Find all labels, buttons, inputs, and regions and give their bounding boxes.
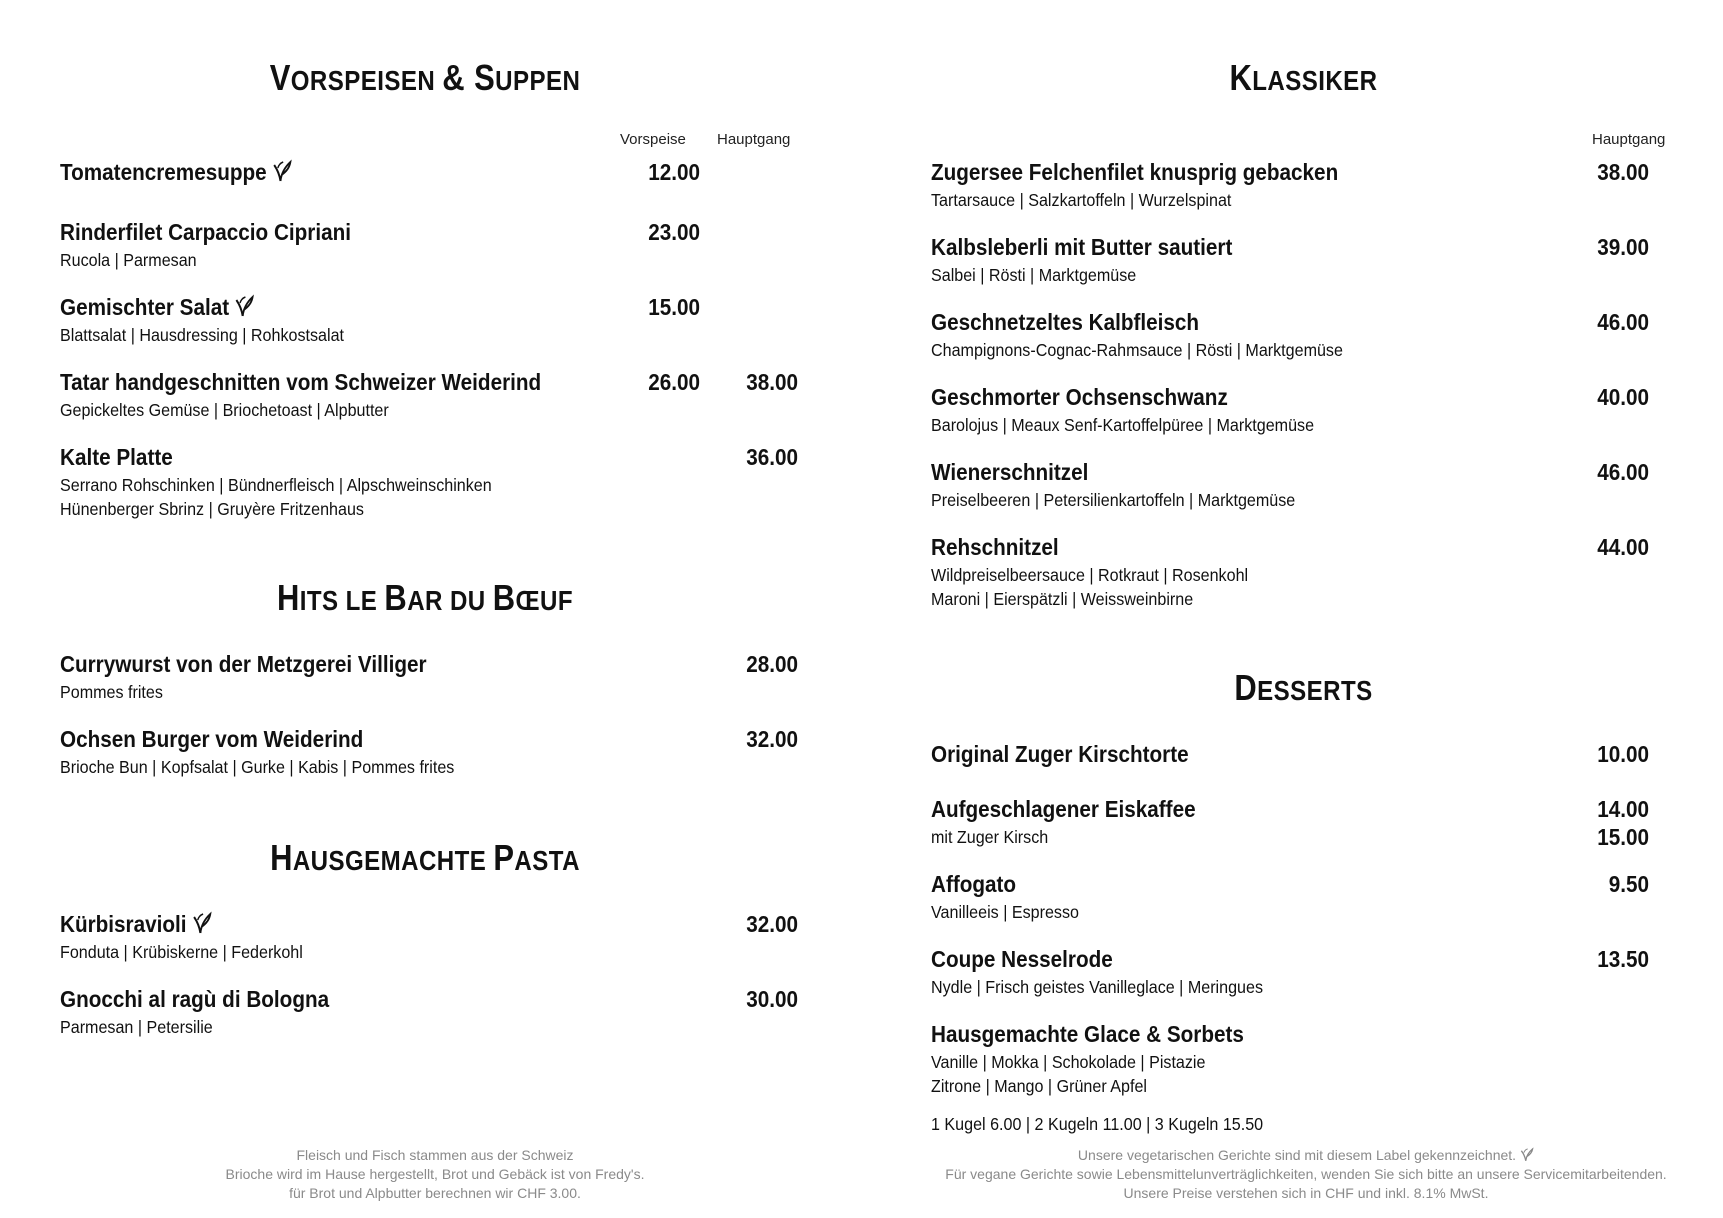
item-description: Serrano Rohschinken | Bündnerfleisch | Alpschweinschinken	[60, 475, 492, 495]
price: 30.00	[746, 986, 798, 1012]
price: 28.00	[746, 651, 798, 677]
price: 46.00	[1597, 309, 1649, 335]
leaf-icon	[1520, 1147, 1534, 1162]
item-name: Coupe Nesselrode	[931, 946, 1113, 972]
price: 13.50	[1597, 946, 1649, 972]
item-description: Champignons-Cognac-Rahmsauce | Rösti | Marktgemüse	[931, 340, 1343, 360]
item-description: Parmesan | Petersilie	[60, 1017, 213, 1037]
item-name: Gnocchi al ragù di Bologna	[60, 986, 330, 1012]
item-description: Vanille | Mokka | Schokolade | Pistazie	[931, 1052, 1206, 1072]
item-name: Wienerschnitzel	[931, 459, 1089, 485]
item-name: Affogato	[931, 871, 1017, 897]
item-name: Tomatencremesuppe	[60, 158, 292, 186]
footer-line: Für vegane Gerichte sowie Lebensmittelunverträglichkeiten, wenden Sie sich bitte an unsere Servicemitarbeitenden.	[945, 1166, 1667, 1182]
item-name: Kalbsleberli mit Butter sautiert	[931, 234, 1233, 260]
item-description: Barolojus | Meaux Senf-Kartoffelpüree | Marktgemüse	[931, 415, 1315, 435]
column-header-hauptgang: Hauptgang	[1592, 131, 1666, 148]
price: 14.00	[1597, 796, 1649, 822]
item-description: Rucola | Parmesan	[60, 250, 197, 270]
item-name: Tatar handgeschnitten vom Schweizer Weiderind	[60, 369, 542, 395]
item-name: Rehschnitzel	[931, 534, 1059, 560]
column-header-hauptgang: Hauptgang	[717, 131, 791, 148]
item-name: Kalte Platte	[60, 444, 173, 470]
item-name: Hausgemachte Glace & Sorbets	[931, 1021, 1244, 1047]
price: 32.00	[746, 726, 798, 752]
scoop-prices: 1 Kugel 6.00 | 2 Kugeln 11.00 | 3 Kugeln 15.50	[931, 1114, 1264, 1134]
leaf-icon	[272, 159, 292, 183]
price-vorspeise: 12.00	[648, 159, 700, 185]
item-description: Hünenberger Sbrinz | Gruyère Fritzenhaus	[60, 499, 364, 519]
section-title-hits: HITS LE BAR DU BŒUF	[276, 577, 574, 618]
footer-line: Unsere Preise verstehen sich in CHF und inkl. 8.1% MwSt.	[1123, 1185, 1489, 1201]
leaf-icon	[235, 294, 255, 318]
price: 9.50	[1608, 871, 1649, 897]
item-name: Geschnetzeltes Kalbfleisch	[931, 309, 1200, 335]
price: 46.00	[1597, 459, 1649, 485]
right-column	[931, 0, 1667, 1218]
price: 10.00	[1597, 741, 1649, 767]
item-description: Wildpreiselbeersauce | Rotkraut | Rosenkohl	[931, 565, 1249, 585]
item-description: Brioche Bun | Kopfsalat | Gurke | Kabis | Pommes frites	[60, 757, 455, 777]
footer-note-left	[60, 1146, 810, 1203]
footer-line: Fleisch und Fisch stammen aus der Schweiz	[296, 1147, 574, 1163]
footer-line: Unsere vegetarischen Gerichte sind mit diesem Label gekennzeichnet.	[931, 1146, 1681, 1165]
price-vorspeise: 26.00	[648, 369, 700, 395]
price: 39.00	[1597, 234, 1649, 260]
item-description: mit Zuger Kirsch	[931, 827, 1049, 847]
item-name: Zugersee Felchenfilet knusprig gebacken	[931, 159, 1339, 185]
left-column	[60, 0, 798, 1218]
item-description: Preiselbeeren | Petersilienkartoffeln | Marktgemüse	[931, 490, 1296, 510]
item-name: Kürbisravioli	[60, 910, 212, 938]
item-name: Currywurst von der Metzgerei Villiger	[60, 651, 427, 677]
price-vorspeise: 15.00	[648, 294, 700, 320]
item-description: Tartarsauce | Salzkartoffeln | Wurzelspinat	[931, 190, 1232, 210]
item-name: Gemischter Salat	[60, 293, 254, 321]
price: 38.00	[1597, 159, 1649, 185]
item-description: Pommes frites	[60, 682, 163, 702]
footer-line: für Brot und Alpbutter berechnen wir CHF 3.00.	[289, 1185, 581, 1201]
price-hauptgang: 38.00	[746, 369, 798, 395]
item-name: Rinderfilet Carpaccio Cipriani	[60, 219, 352, 245]
leaf-icon	[192, 911, 212, 935]
section-title-vorspeisen: VORSPEISEN & SUPPEN	[269, 57, 581, 98]
item-name: Ochsen Burger vom Weiderind	[60, 726, 364, 752]
price: 40.00	[1597, 384, 1649, 410]
section-title-klassiker: KLASSIKER	[1229, 57, 1378, 98]
item-name: Geschmorter Ochsenschwanz	[931, 384, 1228, 410]
price-hauptgang: 36.00	[746, 444, 798, 470]
price-vorspeise: 23.00	[648, 219, 700, 245]
section-title-desserts: DESSERTS	[1234, 667, 1373, 708]
item-description: Blattsalat | Hausdressing | Rohkostsalat	[60, 325, 344, 345]
footer-line: Brioche wird im Hause hergestellt, Brot und Gebäck ist von Fredy's.	[225, 1166, 645, 1182]
item-description: Salbei | Rösti | Marktgemüse	[931, 265, 1137, 285]
price-with-kirsch: 15.00	[1597, 824, 1649, 850]
item-description: Zitrone | Mango | Grüner Apfel	[931, 1076, 1147, 1096]
item-description: Maroni | Eierspätzli | Weissweinbirne	[931, 589, 1194, 609]
price: 32.00	[746, 911, 798, 937]
section-title-pasta: HAUSGEMACHTE PASTA	[270, 837, 580, 878]
column-header-vorspeise: Vorspeise	[620, 131, 686, 148]
item-name: Original Zuger Kirschtorte	[931, 741, 1189, 767]
item-description: Gepickeltes Gemüse | Briochetoast | Alpbutter	[60, 400, 389, 420]
item-description: Vanilleeis | Espresso	[931, 902, 1079, 922]
item-description: Fonduta | Krübiskerne | Federkohl	[60, 942, 303, 962]
item-description: Nydle | Frisch geistes Vanilleglace | Meringues	[931, 977, 1264, 997]
price: 44.00	[1597, 534, 1649, 560]
item-name: Aufgeschlagener Eiskaffee	[931, 796, 1196, 822]
footer-note-right	[931, 1146, 1681, 1203]
